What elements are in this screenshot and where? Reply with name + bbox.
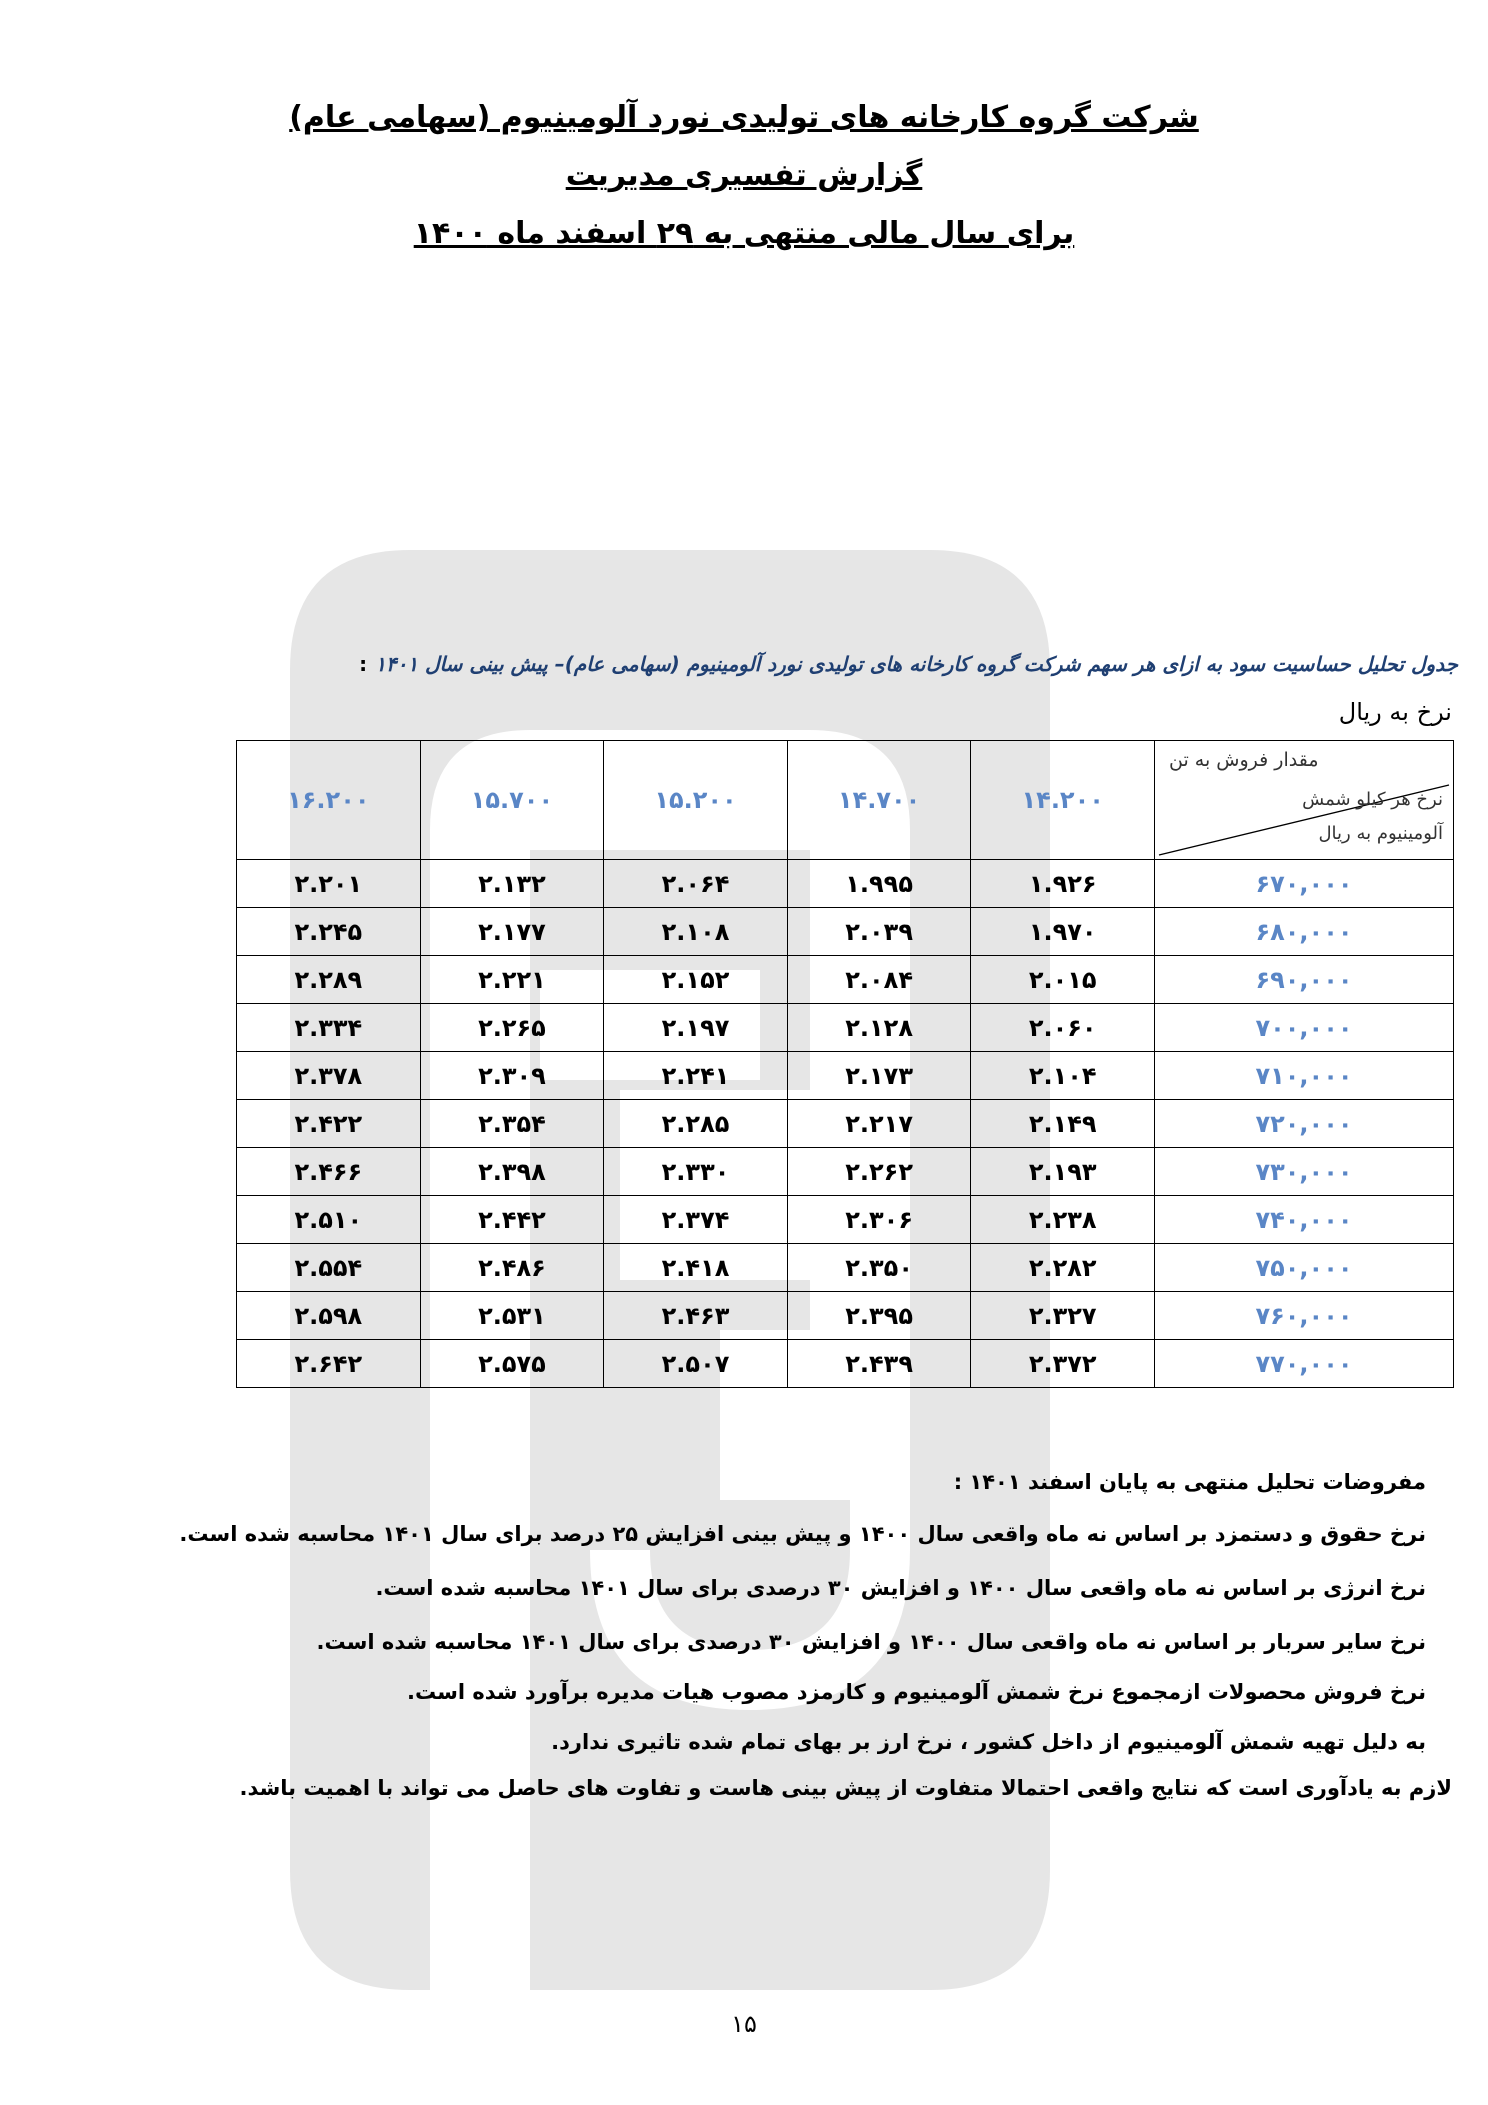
eps-cell: ۱.۹۲۶	[971, 860, 1155, 908]
eps-cell: ۲.۴۶۳	[604, 1292, 788, 1340]
eps-cell: ۲.۵۰۷	[604, 1340, 788, 1388]
eps-cell: ۲.۵۹۸	[237, 1292, 421, 1340]
table-row	[237, 908, 1454, 956]
eps-cell: ۲.۶۴۲	[237, 1340, 421, 1388]
eps-cell: ۱.۹۷۰	[971, 908, 1155, 956]
table-row	[237, 1244, 1454, 1292]
table-row	[237, 956, 1454, 1004]
row-header: ۷۱۰,۰۰۰	[1155, 1052, 1454, 1100]
eps-cell: ۲.۱۹۷	[604, 1004, 788, 1052]
eps-cell: ۲.۱۰۴	[971, 1052, 1155, 1100]
eps-cell: ۲.۲۴۱	[604, 1052, 788, 1100]
table-row	[237, 1292, 1454, 1340]
eps-cell: ۲.۲۸۲	[971, 1244, 1155, 1292]
table-header-row	[237, 741, 1454, 860]
row-header: ۷۵۰,۰۰۰	[1155, 1244, 1454, 1292]
corner-label-ingot-rate: نرخ هر کیلو شمش	[1302, 789, 1443, 810]
assumption-item: لازم به یادآوری است که نتایج واقعی احتمالا متفاوت از پیش بینی هاست و تفاوت های حاصل می تواند با اهمیت باشد.	[239, 1776, 1452, 1800]
corner-label-sales-qty: مقدار فروش به تن	[1169, 749, 1319, 771]
unit-label: نرخ به ریال	[1338, 698, 1452, 726]
row-header: ۷۴۰,۰۰۰	[1155, 1196, 1454, 1244]
row-header: ۷۷۰,۰۰۰	[1155, 1340, 1454, 1388]
assumption-item: به دلیل تهیه شمش آلومینیوم از داخل کشور ، نرخ ارز بر بهای تمام شده تاثیری ندارد.	[551, 1730, 1426, 1754]
table-row	[237, 1340, 1454, 1388]
column-header: ۱۵.۲۰۰	[604, 741, 788, 860]
assumption-item: نرخ انرژی بر اساس نه ماه واقعی سال ۱۴۰۰ و افزایش ۳۰ درصدی برای سال ۱۴۰۱ محاسبه شده است.	[375, 1576, 1426, 1600]
column-header: ۱۶.۲۰۰	[237, 741, 421, 860]
row-header: ۷۳۰,۰۰۰	[1155, 1148, 1454, 1196]
table-row	[237, 1148, 1454, 1196]
period-title: برای سال مالی منتهی به ۲۹ اسفند ماه ۱۴۰۰	[413, 216, 1075, 251]
row-header: ۷۲۰,۰۰۰	[1155, 1100, 1454, 1148]
eps-cell: ۲.۳۳۴	[237, 1004, 421, 1052]
eps-cell: ۲.۱۹۳	[971, 1148, 1155, 1196]
table-row	[237, 860, 1454, 908]
eps-cell: ۲.۵۷۵	[420, 1340, 604, 1388]
table-row	[237, 1100, 1454, 1148]
assumptions-title: مفروضات تحلیل منتهی به پایان اسفند ۱۴۰۱ :	[953, 1470, 1426, 1494]
report-title: گزارش تفسیری مدیریت	[565, 158, 923, 193]
eps-cell: ۲.۲۸۵	[604, 1100, 788, 1148]
assumption-item: نرخ حقوق و دستمزد بر اساس نه ماه واقعی سال ۱۴۰۰ و پیش بینی افزایش ۲۵ درصد برای سال ۱۴۰۱ محاسبه شده است.	[179, 1522, 1426, 1546]
eps-cell: ۲.۳۷۸	[237, 1052, 421, 1100]
eps-cell: ۲.۰۳۹	[787, 908, 971, 956]
eps-cell: ۲.۴۴۲	[420, 1196, 604, 1244]
eps-cell: ۲.۰۱۵	[971, 956, 1155, 1004]
eps-cell: ۲.۱۲۸	[787, 1004, 971, 1052]
eps-cell: ۲.۰۶۴	[604, 860, 788, 908]
row-header: ۶۸۰,۰۰۰	[1155, 908, 1454, 956]
table-caption	[158, 652, 1458, 676]
eps-cell: ۲.۲۶۲	[787, 1148, 971, 1196]
column-header: ۱۴.۷۰۰	[787, 741, 971, 860]
eps-cell: ۲.۴۸۶	[420, 1244, 604, 1292]
row-header: ۷۶۰,۰۰۰	[1155, 1292, 1454, 1340]
eps-cell: ۲.۴۱۸	[604, 1244, 788, 1292]
eps-cell: ۲.۵۱۰	[237, 1196, 421, 1244]
assumption-item: نرخ فروش محصولات ازمجموع نرخ شمش آلومینیوم و کارمزد مصوب هیات مدیره برآورد شده است.	[406, 1680, 1426, 1704]
eps-cell: ۲.۱۵۲	[604, 956, 788, 1004]
eps-cell: ۲.۴۳۹	[787, 1340, 971, 1388]
eps-cell: ۲.۵۳۱	[420, 1292, 604, 1340]
column-header: ۱۵.۷۰۰	[420, 741, 604, 860]
caption-text: جدول تحلیل حساسیت سود به ازای هر سهم شرکت گروه کارخانه های تولیدی نورد آلومینیوم (سهامی عام)– پیش بینی سال ۱۴۰۱	[375, 652, 1458, 676]
eps-cell: ۲.۲۱۷	[787, 1100, 971, 1148]
assumption-item: نرخ سایر سربار بر اساس نه ماه واقعی سال ۱۴۰۰ و افزایش ۳۰ درصدی برای سال ۱۴۰۱ محاسبه شده است.	[316, 1630, 1426, 1654]
column-header: ۱۴.۲۰۰	[971, 741, 1155, 860]
eps-cell: ۲.۳۵۰	[787, 1244, 971, 1292]
eps-cell: ۲.۳۰۶	[787, 1196, 971, 1244]
eps-cell: ۲.۰۶۰	[971, 1004, 1155, 1052]
eps-cell: ۲.۲۳۸	[971, 1196, 1155, 1244]
eps-cell: ۲.۳۹۵	[787, 1292, 971, 1340]
row-header: ۶۷۰,۰۰۰	[1155, 860, 1454, 908]
eps-cell: ۲.۱۰۸	[604, 908, 788, 956]
eps-cell: ۲.۴۲۲	[237, 1100, 421, 1148]
table-row	[237, 1052, 1454, 1100]
eps-cell: ۲.۲۴۵	[237, 908, 421, 956]
eps-cell: ۲.۳۲۷	[971, 1292, 1155, 1340]
corner-label-ingot-rate-unit: آلومینیوم به ریال	[1318, 823, 1443, 844]
company-title: شرکت گروه کارخانه های تولیدی نورد آلومینیوم (سهامی عام)	[289, 100, 1199, 135]
row-header: ۷۰۰,۰۰۰	[1155, 1004, 1454, 1052]
eps-cell: ۲.۲۲۱	[420, 956, 604, 1004]
eps-cell: ۲.۲۶۵	[420, 1004, 604, 1052]
row-header: ۶۹۰,۰۰۰	[1155, 956, 1454, 1004]
table-row	[237, 1196, 1454, 1244]
corner-cell	[1155, 741, 1454, 860]
eps-cell: ۲.۳۷۴	[604, 1196, 788, 1244]
eps-cell: ۲.۳۰۹	[420, 1052, 604, 1100]
page-number: ۱۵	[731, 2010, 757, 2038]
eps-cell: ۲.۳۳۰	[604, 1148, 788, 1196]
eps-cell: ۲.۳۷۲	[971, 1340, 1155, 1388]
eps-cell: ۲.۵۵۴	[237, 1244, 421, 1292]
eps-cell: ۲.۰۸۴	[787, 956, 971, 1004]
table-row	[237, 1004, 1454, 1052]
eps-cell: ۲.۲۸۹	[237, 956, 421, 1004]
eps-cell: ۲.۴۶۶	[237, 1148, 421, 1196]
sensitivity-table	[236, 740, 1454, 1388]
eps-cell: ۲.۱۷۷	[420, 908, 604, 956]
eps-cell: ۲.۳۹۸	[420, 1148, 604, 1196]
caption-colon: :	[359, 652, 368, 676]
eps-cell: ۲.۲۰۱	[237, 860, 421, 908]
eps-cell: ۱.۹۹۵	[787, 860, 971, 908]
eps-cell: ۲.۱۴۹	[971, 1100, 1155, 1148]
eps-cell: ۲.۱۷۳	[787, 1052, 971, 1100]
eps-cell: ۲.۱۳۲	[420, 860, 604, 908]
eps-cell: ۲.۳۵۴	[420, 1100, 604, 1148]
